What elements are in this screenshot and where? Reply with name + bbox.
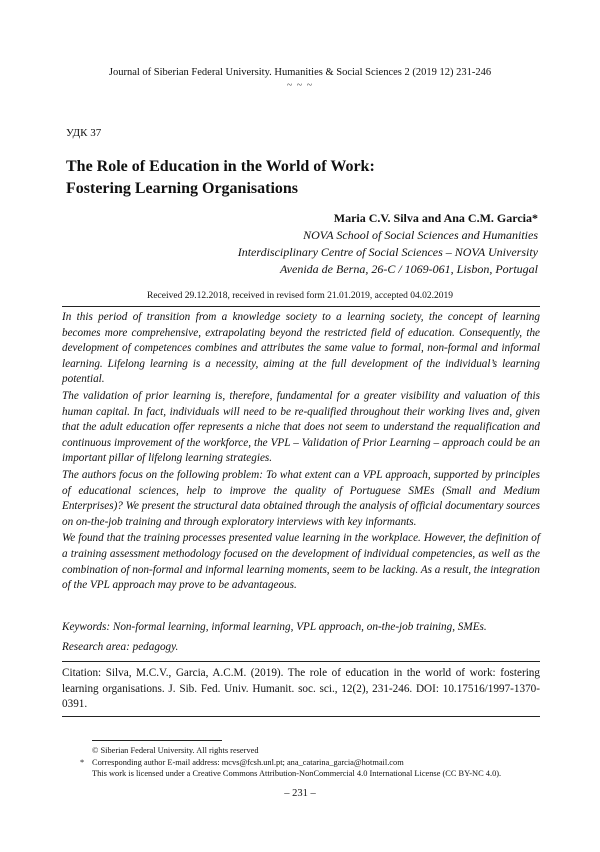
abstract [62,310,540,595]
article-title [66,156,375,200]
affiliation-line-3: Avenida de Berna, 26-C / 1069-061, Lisbon, Portugal [280,262,538,276]
citation-top-rule [62,661,540,662]
affiliation-line-1: NOVA School of Social Sciences and Humanities [303,228,538,242]
received-dates: Received 29.12.2018, received in revised form 21.01.2019, accepted 04.02.2019 [146,291,454,301]
corresponding-author-note: Corresponding author E-mail address: mcvs@fcsh.unl.pt; ana_catarina_garcia@hotmail.com [92,757,404,767]
author-block [238,210,538,278]
journal-header: Journal of Siberian Federal University. Humanities & Social Sciences 2 (2019 12) 231-246 [108,67,492,78]
license-note: This work is licensed under a Creative Commons Attribution-NonCommercial 4.0 International License (CC BY-NC 4.0). [92,769,502,778]
abstract-paragraph-3: The authors focus on the following problem: To what extent can a VPL approach, supported by principles of educational sciences, help to improve the quality of Portuguese SMEs (Small and Medium Enterprises)? We present the structural data obtained through the analysis of official documentary sources on on-the-job training and through exploratory interviews with key informants. [62,468,540,528]
research-area: Research area: pedagogy. [62,641,179,653]
citation-bottom-rule [62,716,540,717]
title-line-2: Fostering Learning Organisations [66,180,299,197]
keywords: Keywords: Non-formal learning, informal learning, VPL approach, on-the-job training, SMEs. [62,621,487,633]
abstract-paragraph-1: In this period of transition from a knowledge society to a learning society, the concept of learning becomes more comprehensive, extrapolating beyond the restricted field of education. Consequently, the development of competences combines and attributes the same value to formal, non-formal and informal learning. Lifelong learning is a necessity, aiming at the full development of the individual’s learning potential. [62,311,540,386]
abstract-paragraph-2: The validation of prior learning is, therefore, fundamental for a greater visibility and valuation of this human capital. In fact, individuals will need to be re-qualified throughout their working lives and, given that the adult education offer represents a niche that does not seem to understand the requalification and continuous improvement of the workforce, the VPL – Validation of Prior Learning – approach could be an important pillar of lifelong learning strategies. [62,389,540,465]
copyright-note: © Siberian Federal University. All rights reserved [92,746,259,755]
footnote-star: * [80,757,85,767]
title-line-1: The Role of Education in the World of Work: [66,158,375,175]
affiliation-line-2: Interdisciplinary Centre of Social Sciences – NOVA University [237,245,538,259]
footnotes [80,745,502,780]
header-ornament: ~ ~ ~ [286,80,314,91]
author-names: Maria C.V. Silva and Ana C.M. Garcia* [333,211,538,225]
citation: Citation: Silva, M.C.V., Garcia, A.C.M. (2019). The role of education in the world of work: fostering learning organisations. J. Sib. Fed. Univ. Humanit. soc. sci., 12(2), 231-246. DOI: 10.17516/1997-1370-0391. [62,667,540,711]
udk-code: УДК 37 [66,127,102,139]
page-number: – 231 – [284,788,316,799]
abstract-paragraph-4: We found that the training processes presented value learning in the workplace. However, the definition of a training assessment methodology focused on the development of individual competencies, as well as the combination of non-formal and informal learning moments, seem to be lacking. As a result, the integration of the VPL approach may prove to be advantageous. [62,532,540,592]
abstract-top-rule [62,306,540,307]
footnote-rule [92,740,222,741]
